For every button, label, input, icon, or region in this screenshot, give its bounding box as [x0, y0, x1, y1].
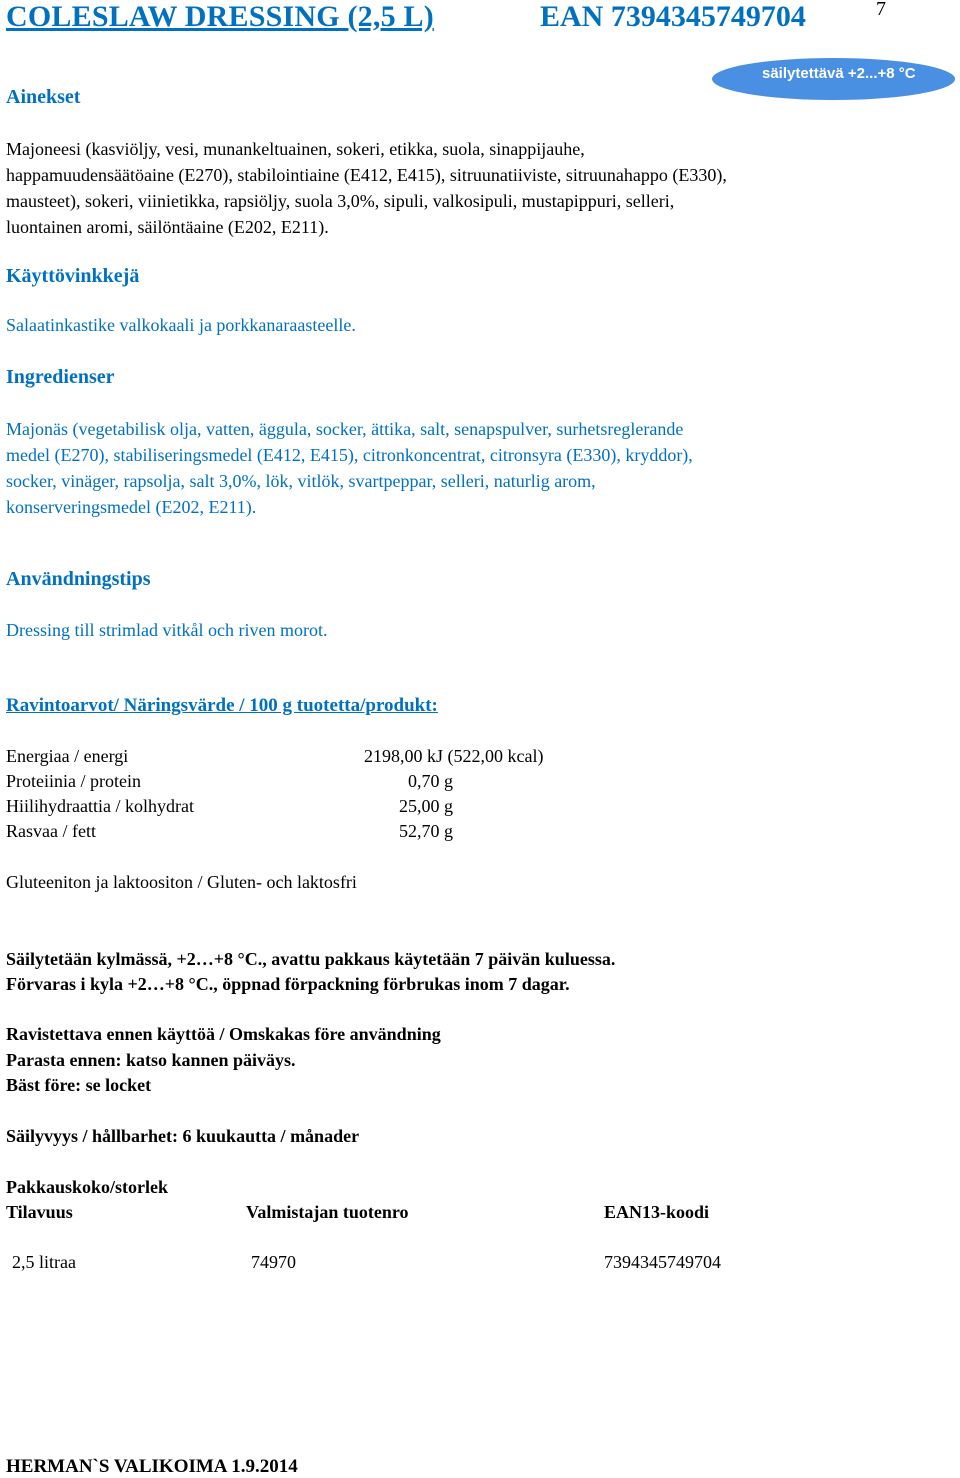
nutrition-label: Proteiinia / protein [6, 771, 141, 791]
storage-badge-label: säilytettävä +2...+8 °C [762, 65, 916, 82]
package-volume: 2,5 litraa [12, 1252, 76, 1272]
ingredienser-line: konserveringsmedel (E202, E211). [6, 497, 257, 517]
nutrition-label: Energiaa / energi [6, 746, 129, 766]
ainekset-line: Majoneesi (kasviöljy, vesi, munankeltuainen, sokeri, etikka, suola, sinappijauhe, [6, 139, 585, 159]
shake-before-use: Ravistettava ennen käyttöä / Omskakas före användning [6, 1024, 441, 1044]
storage-sv: Förvaras i kyla +2…+8 °C., öppnad förpackning förbrukas inom 7 dagar. [6, 974, 570, 994]
ainekset-line: happamuudensäätöaine (E270), stabilointiaine (E412, E415), sitruunatiiviste, sitruunahappo (E330), [6, 165, 727, 185]
gluten-lactose-note: Gluteeniton ja laktoositon / Gluten- och laktosfri [6, 872, 357, 892]
kayttovinkkeja-text: Salaatinkastike valkokaali ja porkkanaraasteelle. [6, 315, 356, 335]
storage-fi: Säilytetään kylmässä, +2…+8 °C., avattu pakkaus käytetään 7 päivän kuluessa. [6, 949, 616, 969]
best-before-sv: Bäst före: se locket [6, 1075, 152, 1095]
package-ean: 7394345749704 [604, 1252, 721, 1272]
ingredienser-line: Majonäs (vegetabilisk olja, vatten, äggula, socker, ättika, salt, senapspulver, surhetsreglerande [6, 419, 684, 439]
package-col-volume: Tilavuus [6, 1202, 73, 1222]
heading-ainekset: Ainekset [6, 86, 81, 108]
anvandningstips-text: Dressing till strimlad vitkål och riven morot. [6, 620, 328, 640]
package-col-product-no: Valmistajan tuotenro [246, 1202, 409, 1222]
shelf-life: Säilyvyys / hållbarhet: 6 kuukautta / månader [6, 1126, 360, 1146]
nutrition-label: Hiilihydraattia / kolhydrat [6, 796, 194, 816]
heading-kayttovinkkeja: Käyttövinkkejä [6, 265, 140, 287]
heading-ingredienser: Ingredienser [6, 366, 115, 388]
package-product-no: 74970 [251, 1252, 296, 1272]
nutrition-value: 25,00 g [399, 796, 453, 816]
heading-anvandningstips: Användningstips [6, 568, 151, 590]
nutrition-value: 52,70 g [399, 821, 453, 841]
ainekset-line: luontainen aromi, säilöntäaine (E202, E211). [6, 217, 329, 237]
ainekset-line: mausteet), sokeri, viinietikka, rapsiöljy, suola 3,0%, sipuli, valkosipuli, mustapippuri, selleri, [6, 191, 675, 211]
ean-code: EAN 7394345749704 [540, 0, 806, 33]
page-number: 7 [876, 0, 886, 20]
package-heading: Pakkauskoko/storlek [6, 1177, 169, 1197]
nutrition-heading: Ravintoarvot/ Näringsvärde / 100 g tuotetta/produkt: [6, 695, 438, 716]
ingredienser-line: socker, vinäger, rapsolja, salt 3,0%, lök, vitlök, svartpeppar, selleri, naturlig arom, [6, 471, 596, 491]
package-col-ean: EAN13-koodi [604, 1202, 710, 1222]
nutrition-value: 2198,00 kJ (522,00 kcal) [364, 746, 544, 766]
footer: HERMAN`S VALIKOIMA 1.9.2014 [6, 1456, 298, 1477]
nutrition-label: Rasvaa / fett [6, 821, 96, 841]
ingredienser-text [6, 416, 886, 520]
product-title: COLESLAW DRESSING (2,5 L) [6, 0, 434, 33]
ingredienser-line: medel (E270), stabiliseringsmedel (E412, E415), citronkoncentrat, citronsyra (E330), kryddor), [6, 445, 693, 465]
storage-badge [712, 58, 955, 100]
nutrition-value: 0,70 g [408, 771, 453, 791]
best-before-fi: Parasta ennen: katso kannen päiväys. [6, 1050, 296, 1070]
ainekset-text [6, 136, 886, 240]
